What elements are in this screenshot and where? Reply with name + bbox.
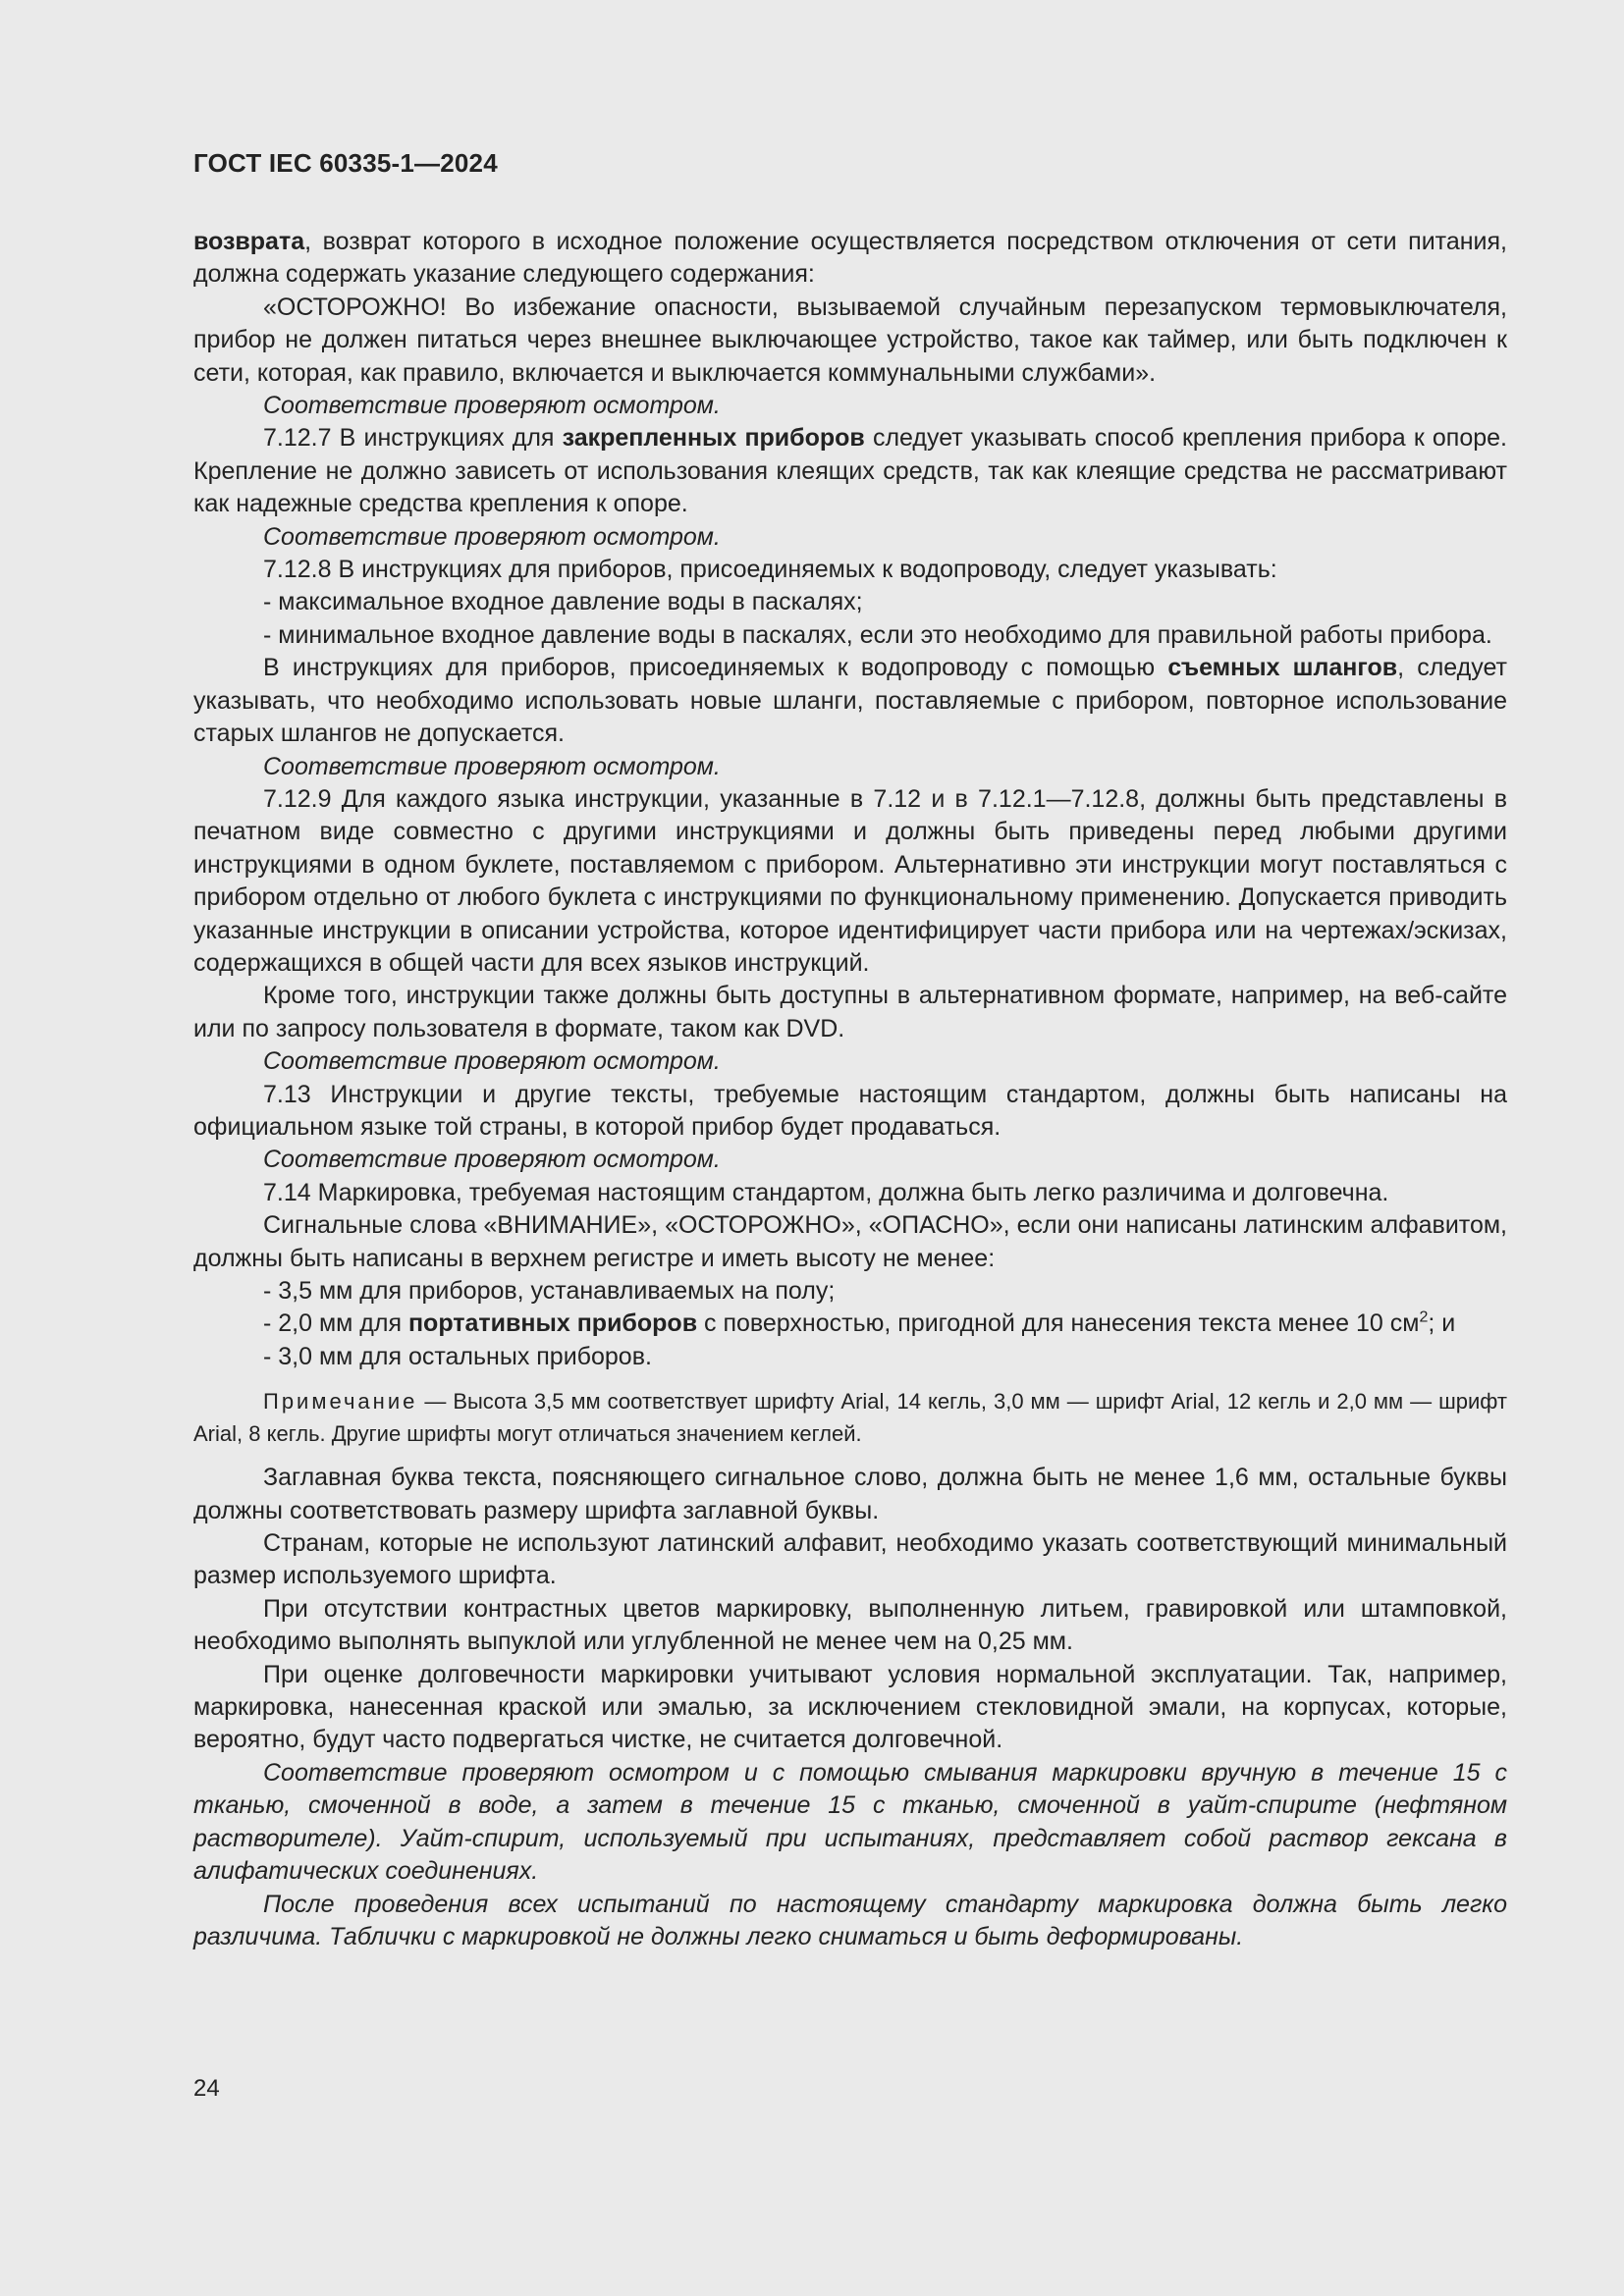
- paragraph-capital-letter: Заглавная буква текста, поясняющего сигнальное слово, должна быть не менее 1,6 мм, остальные буквы должны соответствовать размеру шрифта заглавной буквы.: [193, 1464, 1507, 1524]
- compliance-statement: Соответствие проверяют осмотром.: [263, 752, 721, 780]
- list-item-min-pressure: - минимальное входное давление воды в паскалях, если это необходимо для правильной работы прибора.: [263, 620, 1492, 649]
- paragraph-signal-words: Сигнальные слова «ВНИМАНИЕ», «ОСТОРОЖНО», «ОПАСНО», если они написаны латинским алфавитом, должны быть написаны в верхнем регистре и иметь высоту не менее:: [193, 1211, 1507, 1272]
- compliance-statement: Соответствие проверяют осмотром.: [263, 1047, 721, 1076]
- list-item-max-pressure: - максимальное входное давление воды в паскалях;: [263, 588, 863, 616]
- note: Примечание — Высота 3,5 мм соответствует шрифту Arial, 14 кегль, 3,0 мм — шрифт Arial, 12 кегль и 2,0 мм — шрифт Arial, 8 кегль. Другие шрифты могут отличаться значением кеглей.: [193, 1389, 1507, 1447]
- bold-term: портативных приборов: [407, 1309, 698, 1338]
- document-body: [193, 226, 1507, 1953]
- list-item-3-0mm: - 3,0 мм для остальных приборов.: [263, 1342, 652, 1370]
- paragraph-contrast: При отсутствии контрастных цветов маркировку, выполненную литьем, гравировкой или штамповкой, необходимо выполнять выпуклой или углубленной не менее чем на 0,25 мм.: [193, 1594, 1507, 1656]
- paragraph-durability: При оценке долговечности маркировки учитывают условия нормальной эксплуатации. Так, например, маркировка, нанесенная краской или эмалью, за исключением стекловидной эмали, на корпусах, которые, вероятно, будут часто подвергаться чистке, не считается долговечной.: [193, 1660, 1507, 1754]
- document-header: ГОСТ IEC 60335-1—2024: [193, 148, 498, 178]
- paragraph-after-tests: После проведения всех испытаний по настоящему стандарту маркировка должна быть легко различима. Таблички с маркировкой не должны легко сниматься и быть деформированы.: [193, 1890, 1507, 1950]
- page-number: 24: [193, 2075, 220, 2102]
- bold-term: закрепленных приборов: [562, 424, 865, 453]
- paragraph-detachable-hoses: В инструкциях для приборов, присоединяемых к водопроводу с помощью съемных шлангов, следует указывать, что необходимо использовать новые шланги, поставляемые с прибором, повторное использование старых шлангов не допускается.: [193, 654, 1507, 748]
- bold-term: возврата: [193, 228, 305, 255]
- compliance-statement: Соответствие проверяют осмотром.: [263, 392, 721, 420]
- compliance-statement: Соответствие проверяют осмотром.: [263, 1146, 721, 1174]
- clause-7-14: 7.14 Маркировка, требуемая настоящим стандартом, должна быть легко различима и долговечна.: [263, 1178, 1389, 1206]
- paragraph-alternative-format: Кроме того, инструкции также должны быть доступны в альтернативном формате, например, на веб-сайте или по запросу пользователя в формате, таком как DVD.: [193, 982, 1507, 1042]
- clause-7-12-9: 7.12.9 Для каждого языка инструкции, указанные в 7.12 и в 7.12.1—7.12.8, должны быть представлены в печатном виде совместно с другими инструкциями и должны быть приведены перед любыми другими инструкциями в одном буклете, поставляемом с прибором. Альтернативно эти инструкции могут поставляться с прибором отдельно от любого буклета с инструкциями по функциональному применению. Допускается приводить указанные инструкции в описании устройства, которое идентифицирует части прибора или на чертежах/эскизах, содержащихся в общей части для всех языков инструкций.: [193, 784, 1507, 977]
- clause-7-13: 7.13 Инструкции и другие тексты, требуемые настоящим стандартом, должны быть написаны на официальном языке той страны, в которой прибор будет продаваться.: [193, 1080, 1507, 1141]
- list-item-2-0mm: - 2,0 мм для портативных приборов с поверхностью, пригодной для нанесения текста менее 10 $см^2$; и: [263, 1309, 1456, 1338]
- clause-7-12-8: 7.12.8 В инструкциях для приборов, присоединяемых к водопроводу, следует указывать:: [263, 556, 1277, 584]
- paragraph-caution-text: «ОСТОРОЖНО! Во избежание опасности, вызываемой случайным перезапуском термовыключателя, прибор не должен питаться через внешнее выключающее устройство, такое как таймер, или быть подключен к сети, которая, как правило, включается и выключается коммунальными службами».: [193, 293, 1507, 387]
- paragraph-non-latin-countries: Странам, которые не используют латинский алфавит, необходимо указать соответствующий минимальный размер используемого шрифта.: [193, 1529, 1507, 1590]
- compliance-rub-test: Соответствие проверяют осмотром и с помощью смывания маркировки вручную в течение 15 с тканью, смоченной в воде, а затем в течение 15 с тканью, смоченной в уайт-спирите (нефтяном растворителе). Уайт-спирит, используемый при испытаниях, представляет собой раствор гексана в алифатических соединениях.: [193, 1758, 1507, 1886]
- clause-7-12-7: 7.12.7 В инструкциях для закрепленных приборов следует указывать способ крепления прибора к опоре. Крепление не должно зависеть от использования клеящих средств, так как клеящие средства не рассматривают как надежные средства крепления к опоре.: [193, 424, 1507, 518]
- bold-term: съемных шлангов: [1167, 654, 1398, 682]
- paragraph-reset-cutout: возврата, возврат которого в исходное положение осуществляется посредством отключения от сети питания, должна содержать указание следующего содержания:: [193, 228, 1507, 289]
- list-item-3-5mm: - 3,5 мм для приборов, устанавливаемых на полу;: [263, 1277, 836, 1305]
- compliance-statement: Соответствие проверяют осмотром.: [263, 522, 721, 551]
- note-label: Примечание: [263, 1389, 418, 1415]
